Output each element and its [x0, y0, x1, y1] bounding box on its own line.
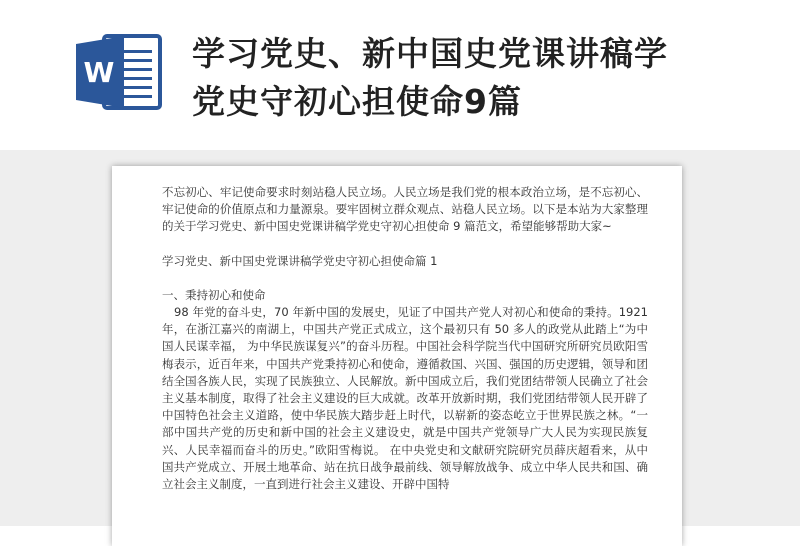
body-paragraph: 98 年党的奋斗史，70 年新中国的发展史，见证了中国共产党人对初心和使命的秉持。1921年，在浙江嘉兴的南湖上，中国共产党正式成立，这个最初只有 50 多人的政党从此踏上“为中国人民谋幸福， 为中华民族谋复兴”的奋斗历程。中国社会科学院当代中国研究所研究员欧阳雪梅表示，近百年来，中国共产党秉持初心和使命，遵循救国、兴国、强国的历史逻辑，领导和团结全国各族人民，实现了民族独立、人民解放。新中国成立后，我们党团结带领人民确立了社会主义基本制度，取得了社会主义建设的巨大成就。改革开放新时期，我们党团结带领人民开辟了中国特色社会主义道路，使中华民族大踏步赶上时代，以崭新的姿态屹立于世界民族之林。“一部中国共产党的历史和新中国的社会主义建设史，就是中国共产党领导广大人民为实现民族复兴、人民幸福而奋斗的历史。”欧阳雪梅说。 在中央党史和文献研究院研究员薛庆超看来，从中国共产党成立、开展土地革命、站在抗日战争最前线、领导解放战争、成立中华人民共和国、确立社会主义制度，一直到进行社会主义建设、开辟中国特 — [162, 305, 648, 492]
section-heading: 一、秉持初心和使命 — [162, 287, 266, 302]
article-title: 学习党史、新中国史党课讲稿学党史守初心担使命篇 1 — [162, 253, 438, 268]
title-line-1: 学习党史、新中国史党课讲稿学 — [192, 34, 668, 73]
intro-paragraph: 不忘初心、牢记使命要求时刻站稳人民立场。人民立场是我们党的根本政治立场，是不忘初心、牢记使命的价值原点和力量源泉。要牢固树立群众观点、站稳人民立场。以下是本站为大家整理的关于学习党史、新中国史党课讲稿学党史守初心担使命 9 篇范文，希望能够帮助大家~ — [162, 185, 648, 234]
document-page — [112, 166, 682, 546]
word-document-icon — [74, 32, 164, 112]
word-icon-letter: W — [83, 56, 115, 89]
document-body — [162, 184, 648, 493]
title-line-2: 党史守初心担使命9篇 — [192, 82, 522, 121]
header-banner — [0, 0, 800, 150]
page-title — [192, 30, 772, 126]
